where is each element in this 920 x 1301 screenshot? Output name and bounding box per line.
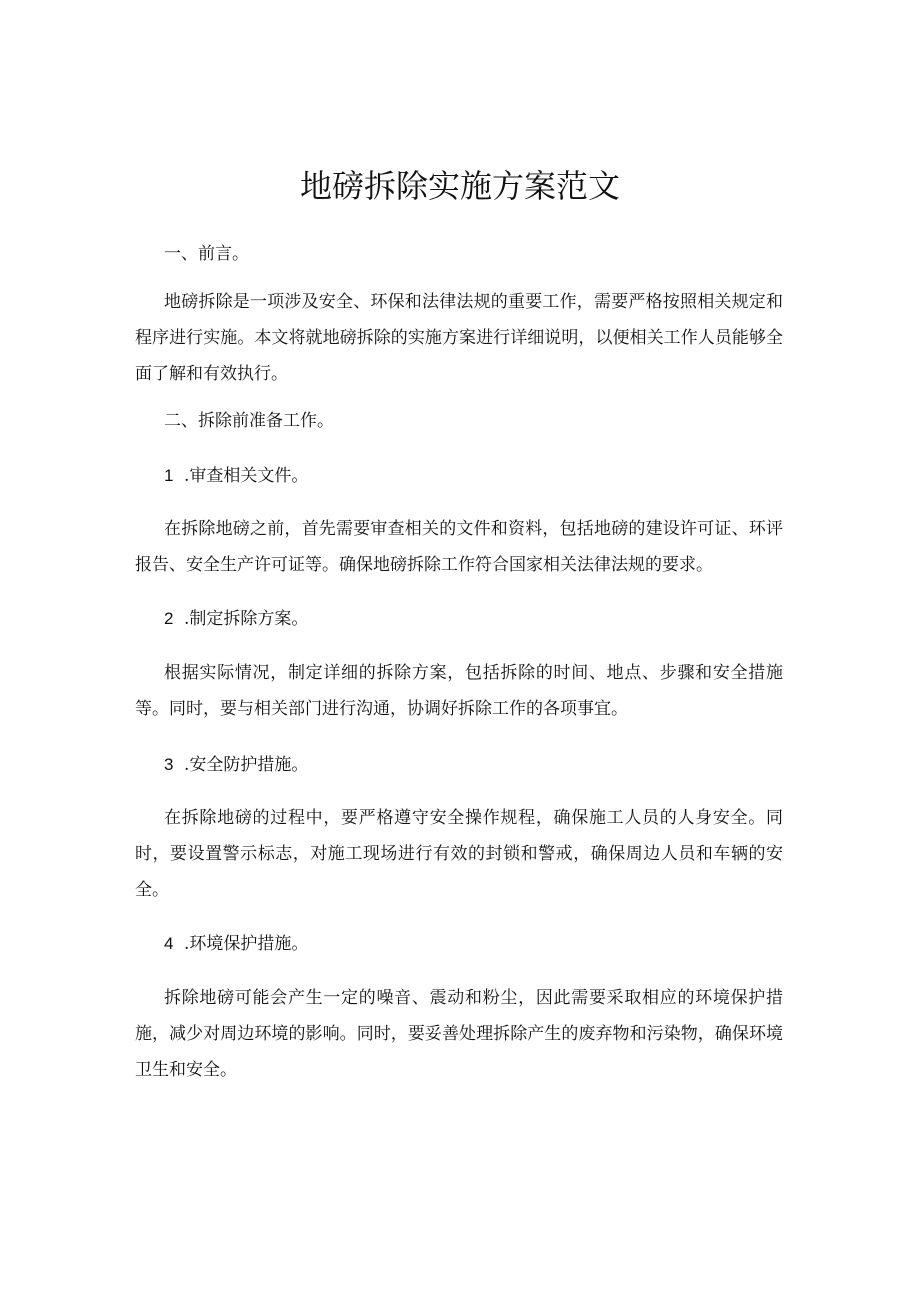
item-title: .环境保护措施。: [184, 934, 309, 954]
subheading-item-4: [164, 932, 308, 956]
paragraph-item-2: 根据实际情况，制定详细的拆除方案，包括拆除的时间、地点、步骤和安全措施等。同时，要与相关部门进行沟通，协调好拆除工作的各项事宜。: [135, 663, 783, 719]
section-heading-preface: 一、前言。: [164, 244, 249, 264]
item-title: .审查相关文件。: [184, 466, 309, 486]
paragraph-item-3: 在拆除地磅的过程中，要严格遵守安全操作规程，确保施工人员的人身安全。同时，要设置警示标志，对施工现场进行有效的封锁和警戒，确保周边人员和车辆的安全。: [135, 808, 783, 900]
subheading-item-1: [164, 464, 308, 488]
item-title: .制定拆除方案。: [184, 609, 309, 629]
item-number: 3: [164, 755, 174, 774]
page-title: 地磅拆除实施方案范文: [299, 167, 620, 205]
subheading-item-2: [164, 607, 308, 631]
paragraph-preface: 地磅拆除是一项涉及安全、环保和法律法规的重要工作，需要严格按照相关规定和程序进行实施。本文将就地磅拆除的实施方案进行详细说明，以便相关工作人员能够全面了解和有效执行。: [135, 292, 783, 384]
item-number: 2: [164, 609, 174, 628]
item-number: 1: [164, 466, 174, 485]
section-heading-preparation: 二、拆除前准备工作。: [164, 411, 334, 431]
item-title: .安全防护措施。: [184, 755, 309, 775]
paragraph-item-1: 在拆除地磅之前，首先需要审查相关的文件和资料，包括地磅的建设许可证、环评报告、安全生产许可证等。确保地磅拆除工作符合国家相关法律法规的要求。: [135, 519, 783, 575]
paragraph-item-4: 拆除地磅可能会产生一定的噪音、震动和粉尘，因此需要采取相应的环境保护措施，减少对周边环境的影响。同时，要妥善处理拆除产生的废弃物和污染物，确保环境卫生和安全。: [135, 988, 783, 1080]
subheading-item-3: [164, 753, 308, 777]
item-number: 4: [164, 934, 174, 953]
